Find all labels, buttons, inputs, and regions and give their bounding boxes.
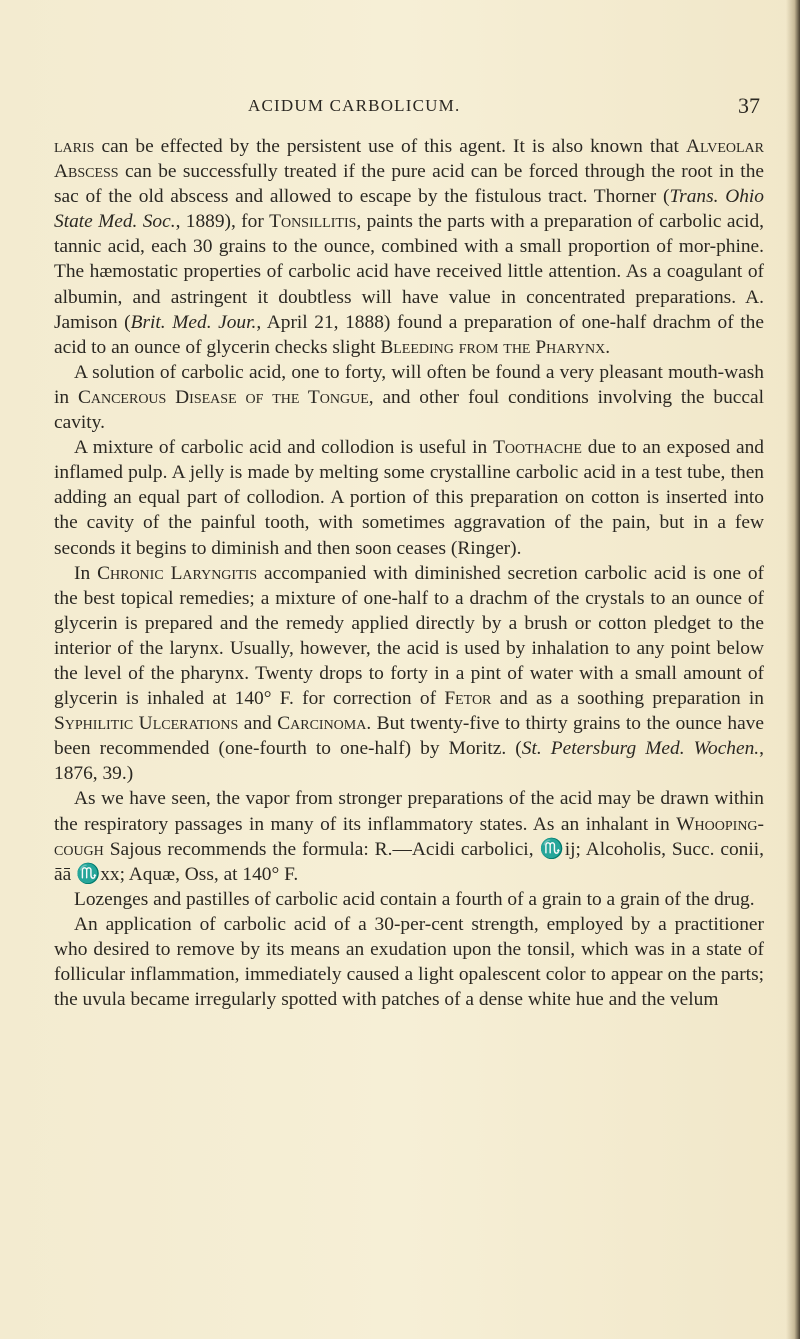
text-run: An application of carbolic acid of a 30-per-cent strength, employed by a practitioner who desired to remove by its means an exudation upon the tonsil, which was in a state of follicular inflammation, immediately caused a light opalescent color to appear on the parts; the uvula became irregularly spotted with patches of a dense white hue and the velum [54, 913, 764, 1011]
text-run: , 1876, 39.) [54, 738, 765, 785]
paragraph [54, 134, 764, 360]
text-run: can be successfully treated if the pure acid can be forced through the root in the sac of the old abscess and allowed to escape by the fistulous tract. Thorner ( [54, 161, 764, 208]
small-caps-term: laris [54, 136, 95, 157]
text-run: A mixture of carbolic acid and collodion is useful in [74, 437, 494, 459]
small-caps-term: Fetor [444, 688, 492, 710]
paragraph [54, 360, 764, 435]
text-run: due to an exposed and inflamed pulp. A jelly is made by melting some crystalline carbolic acid in a test tube, then adding an equal part of collodion. A portion of this preparation on cotton is inserted into the cavity of the painful tooth, with sometimes aggravation of the pain, but in a few seconds it begins to diminish and then soon ceases (Ringer). [54, 437, 764, 559]
small-caps-term: Toothache [493, 437, 582, 459]
small-caps-term: Alveolar Abscess [54, 136, 764, 183]
paragraph [54, 887, 764, 912]
paragraph [54, 912, 764, 1012]
text-run: accompanied with diminished secretion carbolic acid is one of the best topical remedies; a mixture of one-half to a drachm of the crystals to an ounce of glycerin is prepared and the remedy applied directly by a brush or cotton pledget to the interior of the larynx. Usually, however, the acid is used by inhalation to any point below the level of the pharynx. Twenty drops to forty in a pint of water with a small amount of glycerin is inhaled at 140° F. for correction of [54, 562, 764, 710]
body-text [54, 134, 764, 1012]
text-run: and as a soothing preparation in [491, 688, 764, 710]
page-header [0, 93, 800, 126]
small-caps-term: Whooping-cough [54, 813, 764, 860]
paragraph [54, 561, 764, 787]
text-run: and [238, 713, 278, 735]
text-run: , paints the parts with a preparation of carbolic acid, tannic acid, each 30 grains to the ounce, combined with a small proportion of mor-phine. The hæmostatic properties of carbolic acid have received little attention. As a coagulant of albumin, and astringent it doubtless will have value in concentrated preparations. A. Jamison ( [54, 211, 764, 333]
text-run: . But twenty-five to thirty grains to the ounce have been recommended (one-fourth to one-half) by Moritz. ( [54, 713, 764, 760]
small-caps-term: Bleeding from the Pharynx [380, 336, 606, 358]
small-caps-term: Tonsillitis [269, 211, 357, 233]
text-run: , 1889), for [175, 211, 270, 233]
small-caps-term: Chronic Laryngitis [97, 562, 258, 584]
text-run: Sajous recommends the formula: R.—Acidi carbolici, ♏ij; Alcoholis, Succ. conii, āā ♏xx; Aquæ, Oss, at 140° F. [54, 838, 764, 885]
text-run: A solution of carbolic acid, one to forty, will often be found a very pleasant mouth-wash in [54, 361, 764, 408]
running-head: ACIDUM CARBOLICUM. [248, 96, 461, 115]
italic-citation: Trans. Ohio State Med. Soc. [54, 186, 764, 233]
small-caps-term: Syphilitic Ulcerations [54, 713, 239, 735]
text-run: , April 21, 1888) found a preparation of one-half drachm of the acid to an ounce of glycerin checks slight [54, 311, 764, 358]
italic-citation: Brit. Med. Jour. [130, 311, 257, 333]
text-run: . [605, 336, 611, 358]
italic-citation: St. Petersburg Med. Wochen. [521, 738, 760, 760]
text-run: Lozenges and pastilles of carbolic acid contain a fourth of a grain to a grain of the drug. [74, 888, 755, 910]
small-caps-term: Cancerous Disease of the Tongue [77, 386, 369, 408]
small-caps-term: Carcinoma [277, 713, 367, 735]
text-run: , and other foul conditions involving the buccal cavity. [54, 386, 764, 434]
page-edge-shadow [786, 0, 800, 1339]
paragraph [54, 435, 764, 560]
text-run: As we have seen, the vapor from stronger preparations of the acid may be drawn within the respiratory passages in many of its inflammatory states. As an inhalant in [54, 788, 764, 835]
text-run: In [74, 562, 98, 584]
page-number: 37 [738, 93, 760, 118]
paragraph [54, 786, 764, 886]
text-run: can be effected by the persistent use of this agent. It is also known that [94, 136, 686, 157]
